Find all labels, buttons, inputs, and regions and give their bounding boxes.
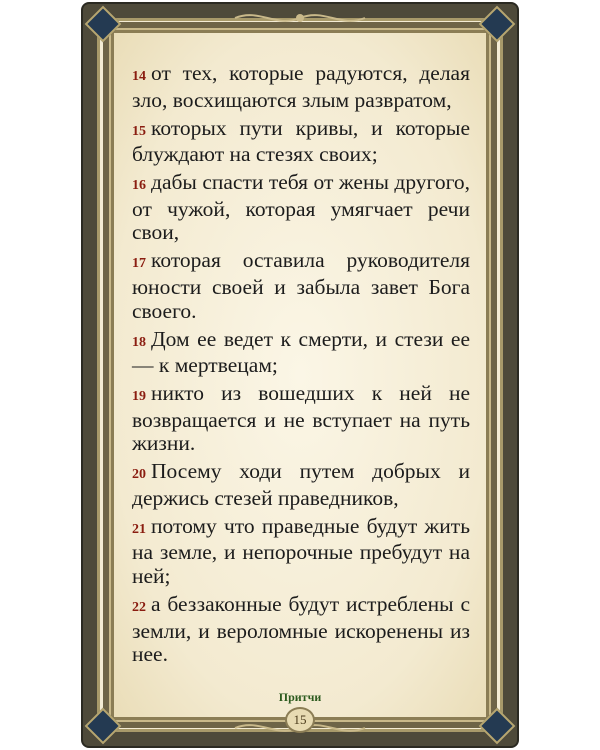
verse-number: 15 xyxy=(132,123,146,139)
verse-text: дабы спасти тебя от жены другого, от чужой, которая умягчает речи свои, xyxy=(132,170,470,245)
scripture-text xyxy=(132,62,470,671)
verse xyxy=(132,117,470,167)
verse-text: которых пути кривы, и которые блуждают на стезях своих; xyxy=(132,115,470,167)
book-title: Притчи xyxy=(278,690,322,704)
verse-text: потому что праведные будут жить на земле, и непорочные пребудут на ней; xyxy=(132,513,470,589)
page-number: 15 xyxy=(285,707,315,733)
verse xyxy=(132,328,470,378)
verse xyxy=(132,460,470,510)
verse-number: 18 xyxy=(132,334,146,350)
verse xyxy=(132,171,470,245)
verse xyxy=(132,382,470,456)
verse xyxy=(132,62,470,112)
top-flourish-icon xyxy=(230,8,370,28)
verse-number: 19 xyxy=(132,389,146,405)
verse-text: Посему ходи путем добрых и держись стезей праведников, xyxy=(132,459,470,510)
verse-number: 14 xyxy=(132,69,146,84)
verse-text: Дом ее ведет к смерти, и стези ее — к мертвецам; xyxy=(132,326,470,378)
verse-text: от тех, которые радуются, делая зло, восхищаются злым развратом, xyxy=(132,61,470,112)
verse-text: никто из вошедших к ней не возвращается и не вступает на путь жизни. xyxy=(132,381,470,456)
verse-number: 16 xyxy=(132,178,146,194)
verse-number: 22 xyxy=(132,600,146,615)
verse-number: 17 xyxy=(132,256,146,272)
verse xyxy=(132,249,470,323)
verse xyxy=(132,593,470,667)
verse xyxy=(132,515,470,589)
verse-number: 21 xyxy=(132,521,146,537)
verse-text: которая оставила руководителя юности своей и забыла завет Бога своего. xyxy=(132,248,470,323)
verse-number: 20 xyxy=(132,467,146,483)
verse-text: а беззаконные будут истреблены с земли, и вероломные искоренены из нее. xyxy=(132,592,470,667)
